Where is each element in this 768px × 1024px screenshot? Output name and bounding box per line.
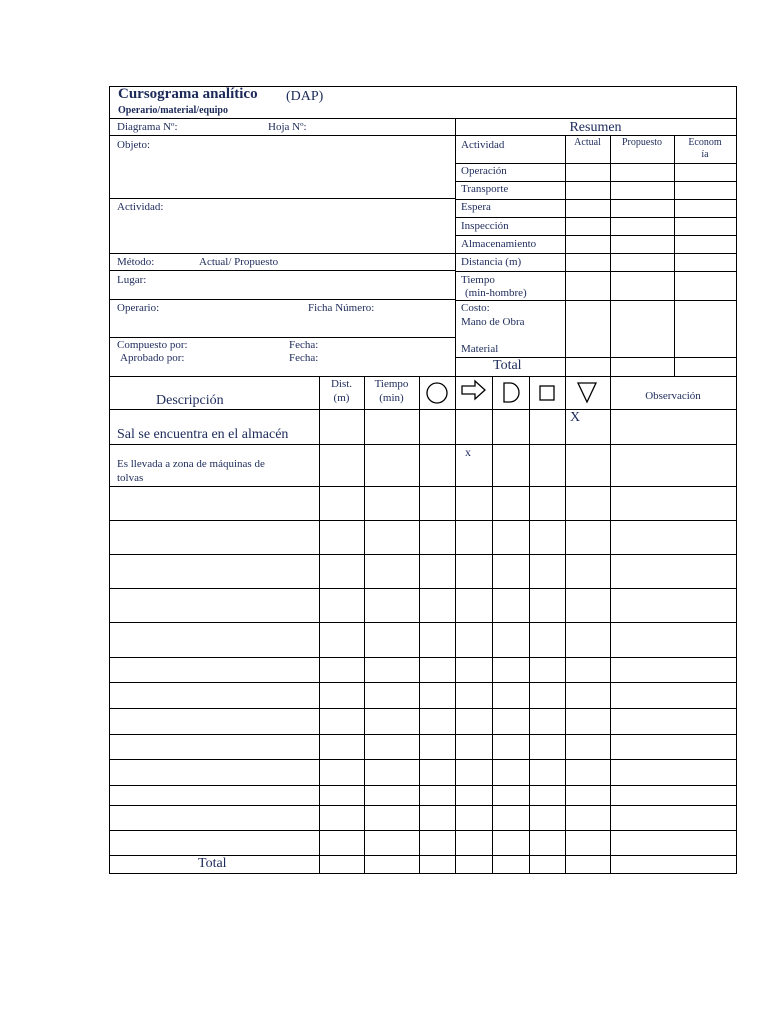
- resumen-col-actividad: Actividad: [461, 139, 505, 151]
- resumen-espera: Espera: [461, 201, 491, 213]
- fecha-label-2: Fecha:: [289, 352, 319, 364]
- resumen-inspeccion: Inspección: [461, 220, 509, 232]
- d-icon: [492, 376, 529, 409]
- square-icon: [529, 376, 565, 409]
- row-1-mark: X: [570, 410, 581, 425]
- resumen-costo: Costo:: [461, 302, 490, 314]
- form-subtitle: Operario/material/equipo: [118, 105, 228, 116]
- resumen-material: Material: [461, 343, 499, 355]
- row-1-descripcion: Sal se encuentra en el almacén: [117, 427, 289, 442]
- arrow-icon: [455, 376, 492, 409]
- fecha-label-1: Fecha:: [289, 339, 319, 351]
- table-total: Total: [198, 856, 227, 871]
- resumen-col-economia: Econom: [688, 137, 722, 148]
- circle-icon: [419, 376, 455, 409]
- resumen-col-economia-2: ía: [701, 149, 709, 160]
- resumen-distancia: Distancia (m): [461, 256, 522, 268]
- resumen-title: Resumen: [569, 120, 622, 135]
- cursograma-form: [109, 86, 737, 874]
- objeto-label: Objeto:: [117, 139, 150, 151]
- resumen-total: Total: [493, 358, 522, 373]
- row-2-mark: x: [465, 445, 471, 459]
- resumen-col-actual: Actual: [574, 137, 601, 148]
- col-dist: Dist.: [330, 378, 353, 390]
- hoja-label: Hoja Nº:: [268, 121, 307, 133]
- actividad-label: Actividad:: [117, 201, 164, 213]
- resumen-mano-obra: Mano de Obra: [461, 316, 525, 328]
- form-code: (DAP): [286, 89, 324, 104]
- col-tiempo: Tiempo: [374, 378, 409, 390]
- col-descripcion: Descripción: [156, 393, 224, 408]
- row-2-descripcion-2: tolvas: [117, 472, 144, 484]
- section-divider: [455, 118, 456, 376]
- resumen-almacenamiento: Almacenamiento: [461, 238, 537, 250]
- resumen-tiempo: Tiempo: [461, 274, 495, 286]
- col-dist-unit: (m): [333, 392, 350, 404]
- resumen-tiempo-unit: (min-hombre): [465, 287, 527, 299]
- col-observacion: Observación: [645, 390, 701, 402]
- diagrama-label: Diagrama Nº:: [117, 121, 178, 133]
- resumen-transporte: Transporte: [461, 183, 509, 195]
- aprobado-label: Aprobado por:: [120, 352, 185, 364]
- compuesto-label: Compuesto por:: [117, 339, 188, 351]
- operario-label: Operario:: [117, 302, 160, 314]
- lugar-label: Lugar:: [117, 274, 147, 286]
- col-tiempo-unit: (min): [379, 392, 404, 404]
- header-divider: [110, 118, 736, 119]
- resumen-operacion: Operación: [461, 165, 507, 177]
- row-2-descripcion: Es llevada a zona de máquinas de: [117, 458, 265, 470]
- form-title: Cursograma analítico: [118, 86, 258, 102]
- resumen-col-propuesto: Propuesto: [622, 137, 662, 148]
- triangle-icon: [565, 376, 610, 409]
- ficha-label: Ficha Número:: [308, 302, 375, 314]
- metodo-value: Actual/ Propuesto: [199, 256, 279, 268]
- metodo-label: Método:: [117, 256, 155, 268]
